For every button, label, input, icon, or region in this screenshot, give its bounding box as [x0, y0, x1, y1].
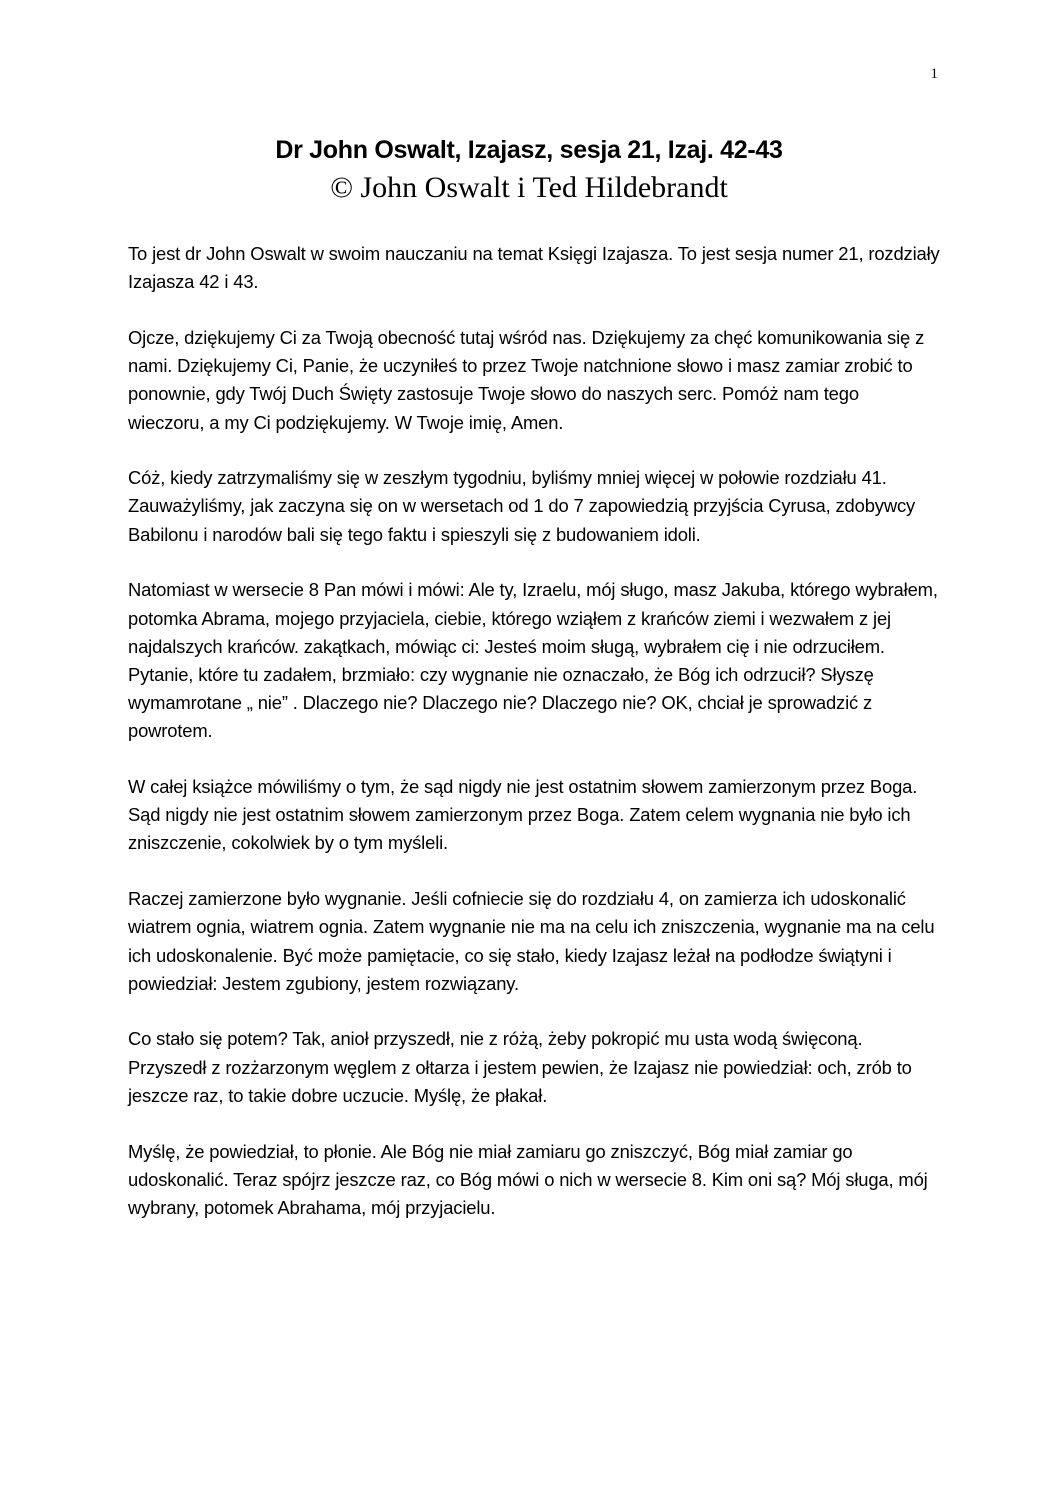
- paragraph: Myślę, że powiedział, to płonie. Ale Bóg nie miał zamiaru go zniszczyć, Bóg miał zamiar go udoskonalić. Teraz spójrz jeszcze raz, co Bóg mówi o nich w wersecie 8. Kim oni są? Mój sługa, mój wybrany, potomek Abrahama, mój przyjacielu.: [128, 1140, 928, 1218]
- paragraph: Ojcze, dziękujemy Ci za Twoją obecność tutaj wśród nas. Dziękujemy za chęć komunikowania się z nami. Dziękujemy Ci, Panie, że uczyniłeś to przez Twoje natchnione słowo i masz zamiar zrobić to ponownie, gdy Twój Duch Święty zastosuje Twoje słowo do naszych serc. Pomóż nam tego wieczoru, a my Ci podziękujemy. W Twoje imię, Amen.: [128, 326, 925, 433]
- document-header: [0, 132, 1058, 208]
- page-number: 1: [930, 66, 938, 82]
- paragraph: Natomiast w wersecie 8 Pan mówi i mówi: Ale ty, Izraelu, mój sługo, masz Jakuba, którego wybrałem, potomka Abrama, mojego przyjaciela, ciebie, którego wziąłem z krańców ziemi i wezwałem z jej najdalszych krańców. zakątkach, mówiąc ci: Jesteś moim sługą, wybrałem cię i nie odrzuciłem. Pytanie, które tu zadałem, brzmiało: czy wygnanie nie oznaczało, że Bóg ich odrzucił? Słyszę wymamrotane „ nie” . Dlaczego nie? Dlaczego nie? Dlaczego nie? OK, chciał je sprowadzić z powrotem.: [128, 579, 938, 742]
- copyright-line: © John Oswalt i Ted Hildebrandt: [330, 171, 728, 204]
- paragraph: Raczej zamierzone było wygnanie. Jeśli cofniecie się do rozdziału 4, on zamierza ich udoskonalić wiatrem ognia, wiatrem ognia. Zatem wygnanie nie ma na celu ich zniszczenia, wygnanie ma na celu ich udoskonalenie. Być może pamiętacie, co się stało, kiedy Izajasz leżał na podłodze świątyni i powiedział: Jestem zgubiony, jestem rozwiązany.: [128, 888, 935, 994]
- document-title: Dr John Oswalt, Izajasz, sesja 21, Izaj. 42-43: [275, 136, 783, 164]
- paragraph: Co stało się potem? Tak, anioł przyszedł, nie z różą, żeby pokropić mu usta wodą święconą. Przyszedł z rozżarzonym węglem z ołtarza i jestem pewien, że Izajasz nie powiedział: och, zrób to jeszcze raz, to takie dobre uczucie. Myślę, że płakał.: [128, 1028, 912, 1106]
- document-body: [128, 240, 940, 1250]
- paragraph: Cóż, kiedy zatrzymaliśmy się w zeszłym tygodniu, byliśmy mniej więcej w połowie rozdziału 41. Zauważyliśmy, jak zaczyna się on w wersetach od 1 do 7 zapowiedzią przyjścia Cyrusa, zdobywcy Babilonu i narodów bali się tego faktu i spieszyli się z budowaniem idoli.: [128, 467, 916, 545]
- paragraph: To jest dr John Oswalt w swoim nauczaniu na temat Księgi Izajasza. To jest sesja numer 21, rozdziały Izajasza 42 i 43.: [128, 243, 940, 293]
- paragraph: W całej książce mówiliśmy o tym, że sąd nigdy nie jest ostatnim słowem zamierzonym przez Boga. Sąd nigdy nie jest ostatnim słowem zamierzonym przez Boga. Zatem celem wygnania nie było ich zniszczenie, cokolwiek by o tym myśleli.: [128, 776, 918, 854]
